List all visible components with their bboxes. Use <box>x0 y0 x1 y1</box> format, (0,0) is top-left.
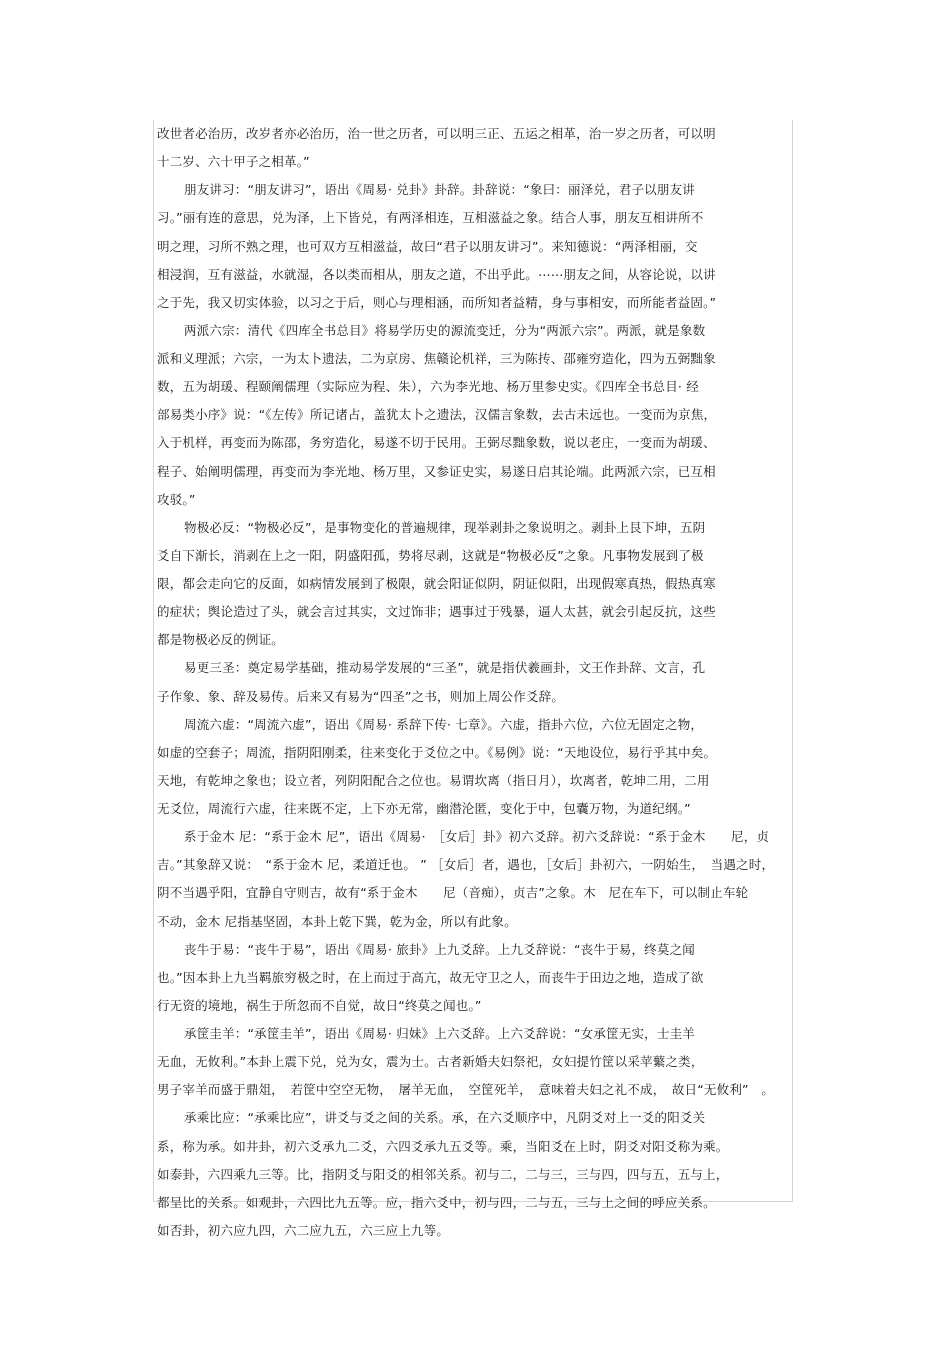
paragraph-first-line: 物极必反：“物极必反”，是事物变化的普遍规律，现举剥卦之象说明之。剥卦上艮下坤，五阴 <box>184 519 706 535</box>
text-line: 不动，金木 尼指基坚固，本卦上乾下巽，乾为金，所以有此象。 <box>157 913 517 929</box>
text-line: 无血，无攸利。”本卦上震下兑，兑为女，震为士。古者新婚夫妇祭祀，女妇提竹筐以采苹蘩之类， <box>157 1054 704 1070</box>
text-line: 爻自下渐长，消剥在上之一阳，阴盛阳孤，势将尽剥，这就是“物极必反”之象。凡事物发展到了极 <box>157 547 704 563</box>
paragraph-first-line: 承筐圭羊：“承筐圭羊”，语出《周易· 归妹》上六爻辞。上六爻辞说：“女承筐无实，士圭羊 <box>184 1026 695 1041</box>
text-line: 行无资的境地，祸生于所忽而不自觉，故日“终莫之闻也。” <box>157 997 482 1013</box>
text-line: 无爻位，周流行六虚，往来既不定，上下亦无常，幽潜沦匿，变化于中，包囊万物，为道纪纲。” <box>157 801 691 816</box>
text-line: 限，都会走向它的反面，如病情发展到了极限，就会阳证似阴，阴证似阳，出现假寒真热，假热真寒 <box>157 576 716 591</box>
text-line: 如泰卦，六四乘九三等。比，指阴爻与阳爻的相邻关系。初与二，二与三，三与四，四与五，五与上， <box>157 1166 729 1182</box>
document-body <box>157 120 797 1245</box>
text-line: 都是物极必反的例证。 <box>157 632 285 648</box>
text-line: 攻驳。” <box>157 491 196 507</box>
text-line: 阴不当遇乎阳，宜静自守则吉，故有“系于金木 尼（音痴），贞吉”之象。木 尼在车下，可以制止车轮 <box>157 885 749 901</box>
text-line: 明之理，习所不熟之理，也可双方互相滋益，故曰“君子以朋友讲习”。来知德说：“两泽相丽，交 <box>157 238 698 254</box>
text-line: 系，称为承。如井卦，初六爻承九二爻，六四爻承九五爻等。乘，当阳爻在上时，阴爻对阳爻称为乘。 <box>157 1138 729 1154</box>
text-line: 天地，有乾坤之象也；设立者，列阴阳配合之位也。易谓坎离（指日月），坎离者，乾坤二用，二用 <box>157 772 710 788</box>
paragraph-first-line: 周流六虚：“周流六虚”，语出《周易· 系辞下传· 七章》。六虚，指卦六位，六位无固定之物， <box>184 716 704 732</box>
text-line: 相浸润，互有滋益，水就湿，各以类而相从，朋友之道，不出乎此。⋯⋯朋友之间，从容论说，以讲 <box>157 266 716 282</box>
text-line: 入于机样，再变而为陈邵，务穷造化，易遂不切于民用。王弼尽黜象数，说以老庄，一变而为胡瑗、 <box>157 435 716 451</box>
text-line: 男子宰羊而盛于鼎俎， 若筐中空空无物， 屠羊无血， 空筐死羊， 意味着夫妇之礼不成， 故日“无攸利” 。 <box>157 1082 775 1098</box>
paragraph-first-line: 承乘比应：“承乘比应”，讲爻与爻之间的关系。承，在六爻顺序中，凡阴爻对上一爻的阳爻关 <box>184 1110 706 1126</box>
text-line: 部易类小序》说：“《左传》所记诸占，盖犹太卜之遗法，汉儒言象数，去古未远也。一变而为京焦， <box>157 407 717 423</box>
paragraph-first-line: 系于金木 尼：“系于金木 尼”，语出《周易· ［女后］卦》初六爻辞。初六爻辞说：“系于金木 尼，贞 <box>184 829 770 845</box>
paragraph-first-line: 朋友讲习：“朋友讲习”，语出《周易· 兑卦》卦辞。卦辞说：“象曰：丽泽兑，君子以朋友讲 <box>184 182 695 198</box>
text-line: 程子、始阐明儒理，再变而为李光地、杨万里，又参证史实，易遂日启其论端。此两派六宗，已互相 <box>157 463 716 479</box>
text-line: 也。”因本卦上九当羁旅穷极之时，在上而过于高亢，故无守卫之人，而丧牛于田边之地，造成了欲 <box>157 969 704 985</box>
paragraph-first-line: 丧牛于易：“丧牛于易”，语出《周易· 旅卦》上九爻辞。上九爻辞说：“丧牛于易，终莫之闻 <box>184 941 695 957</box>
text-line: 的症状；舆论造过了头，就会言过其实，文过饰非；遇事过于残暴，逼人太甚，就会引起反抗，这些 <box>157 604 716 620</box>
text-line: 改世者必治历，改岁者亦必治历，治一世之历者，可以明三正、五运之相革，治一岁之历者，可以明 <box>157 126 716 141</box>
text-line: 如否卦，初六应九四，六二应九五，六三应上九等。 <box>157 1222 450 1238</box>
text-line: 都呈比的关系。如观卦，六四比九五等。应，指六爻中，初与四，二与五，三与上之间的呼应关系。 <box>157 1194 716 1210</box>
text-line: 子作象、象、辞及易传。后来又有易为“四圣”之书，则加上周公作爻辞。 <box>157 688 565 704</box>
text-line: 如虚的空套子；周流，指阴阳刚柔，往来变化于爻位之中。《易例》说：“天地设位，易行乎其中矣。 <box>157 744 717 760</box>
text-line: 十二岁、六十甲子之相革。” <box>157 154 310 170</box>
text-line: 之于先，我又切实体验，以习之于后，则心与理相涵，而所知者益精，身与事相安，而所能者益固。” <box>157 294 717 310</box>
paragraph-first-line: 两派六宗：清代《四库全书总目》将易学历史的源流变迁，分为“两派六宗”。两派，就是象数 <box>184 322 706 338</box>
text-line: 数，五为胡瑗、程颐阐儒理（实际应为程、朱），六为李光地、杨万里参史实。《四库全书总目· 经 <box>157 379 699 395</box>
text-line: 吉。”其象辞又说： “系于金木 尼，柔道迁也。 ” ［女后］者，遇也，［女后］卦初六，一阴始生， 当遇之时， <box>157 857 775 873</box>
text-line: 习。”丽有连的意思，兑为泽，上下皆兑，有两泽相连，互相滋益之象。结合人事，朋友互相讲所不 <box>157 210 704 226</box>
text-line: 派和义理派；六宗，一为太卜遗法，二为京房、焦赣论机祥，三为陈抟、邵雍穷造化，四为五弼黜象 <box>157 351 716 366</box>
paragraph-first-line: 易更三圣：奠定易学基础，推动易学发展的“三圣”，就是指伏羲画卦，文王作卦辞、文言，孔 <box>184 660 706 676</box>
